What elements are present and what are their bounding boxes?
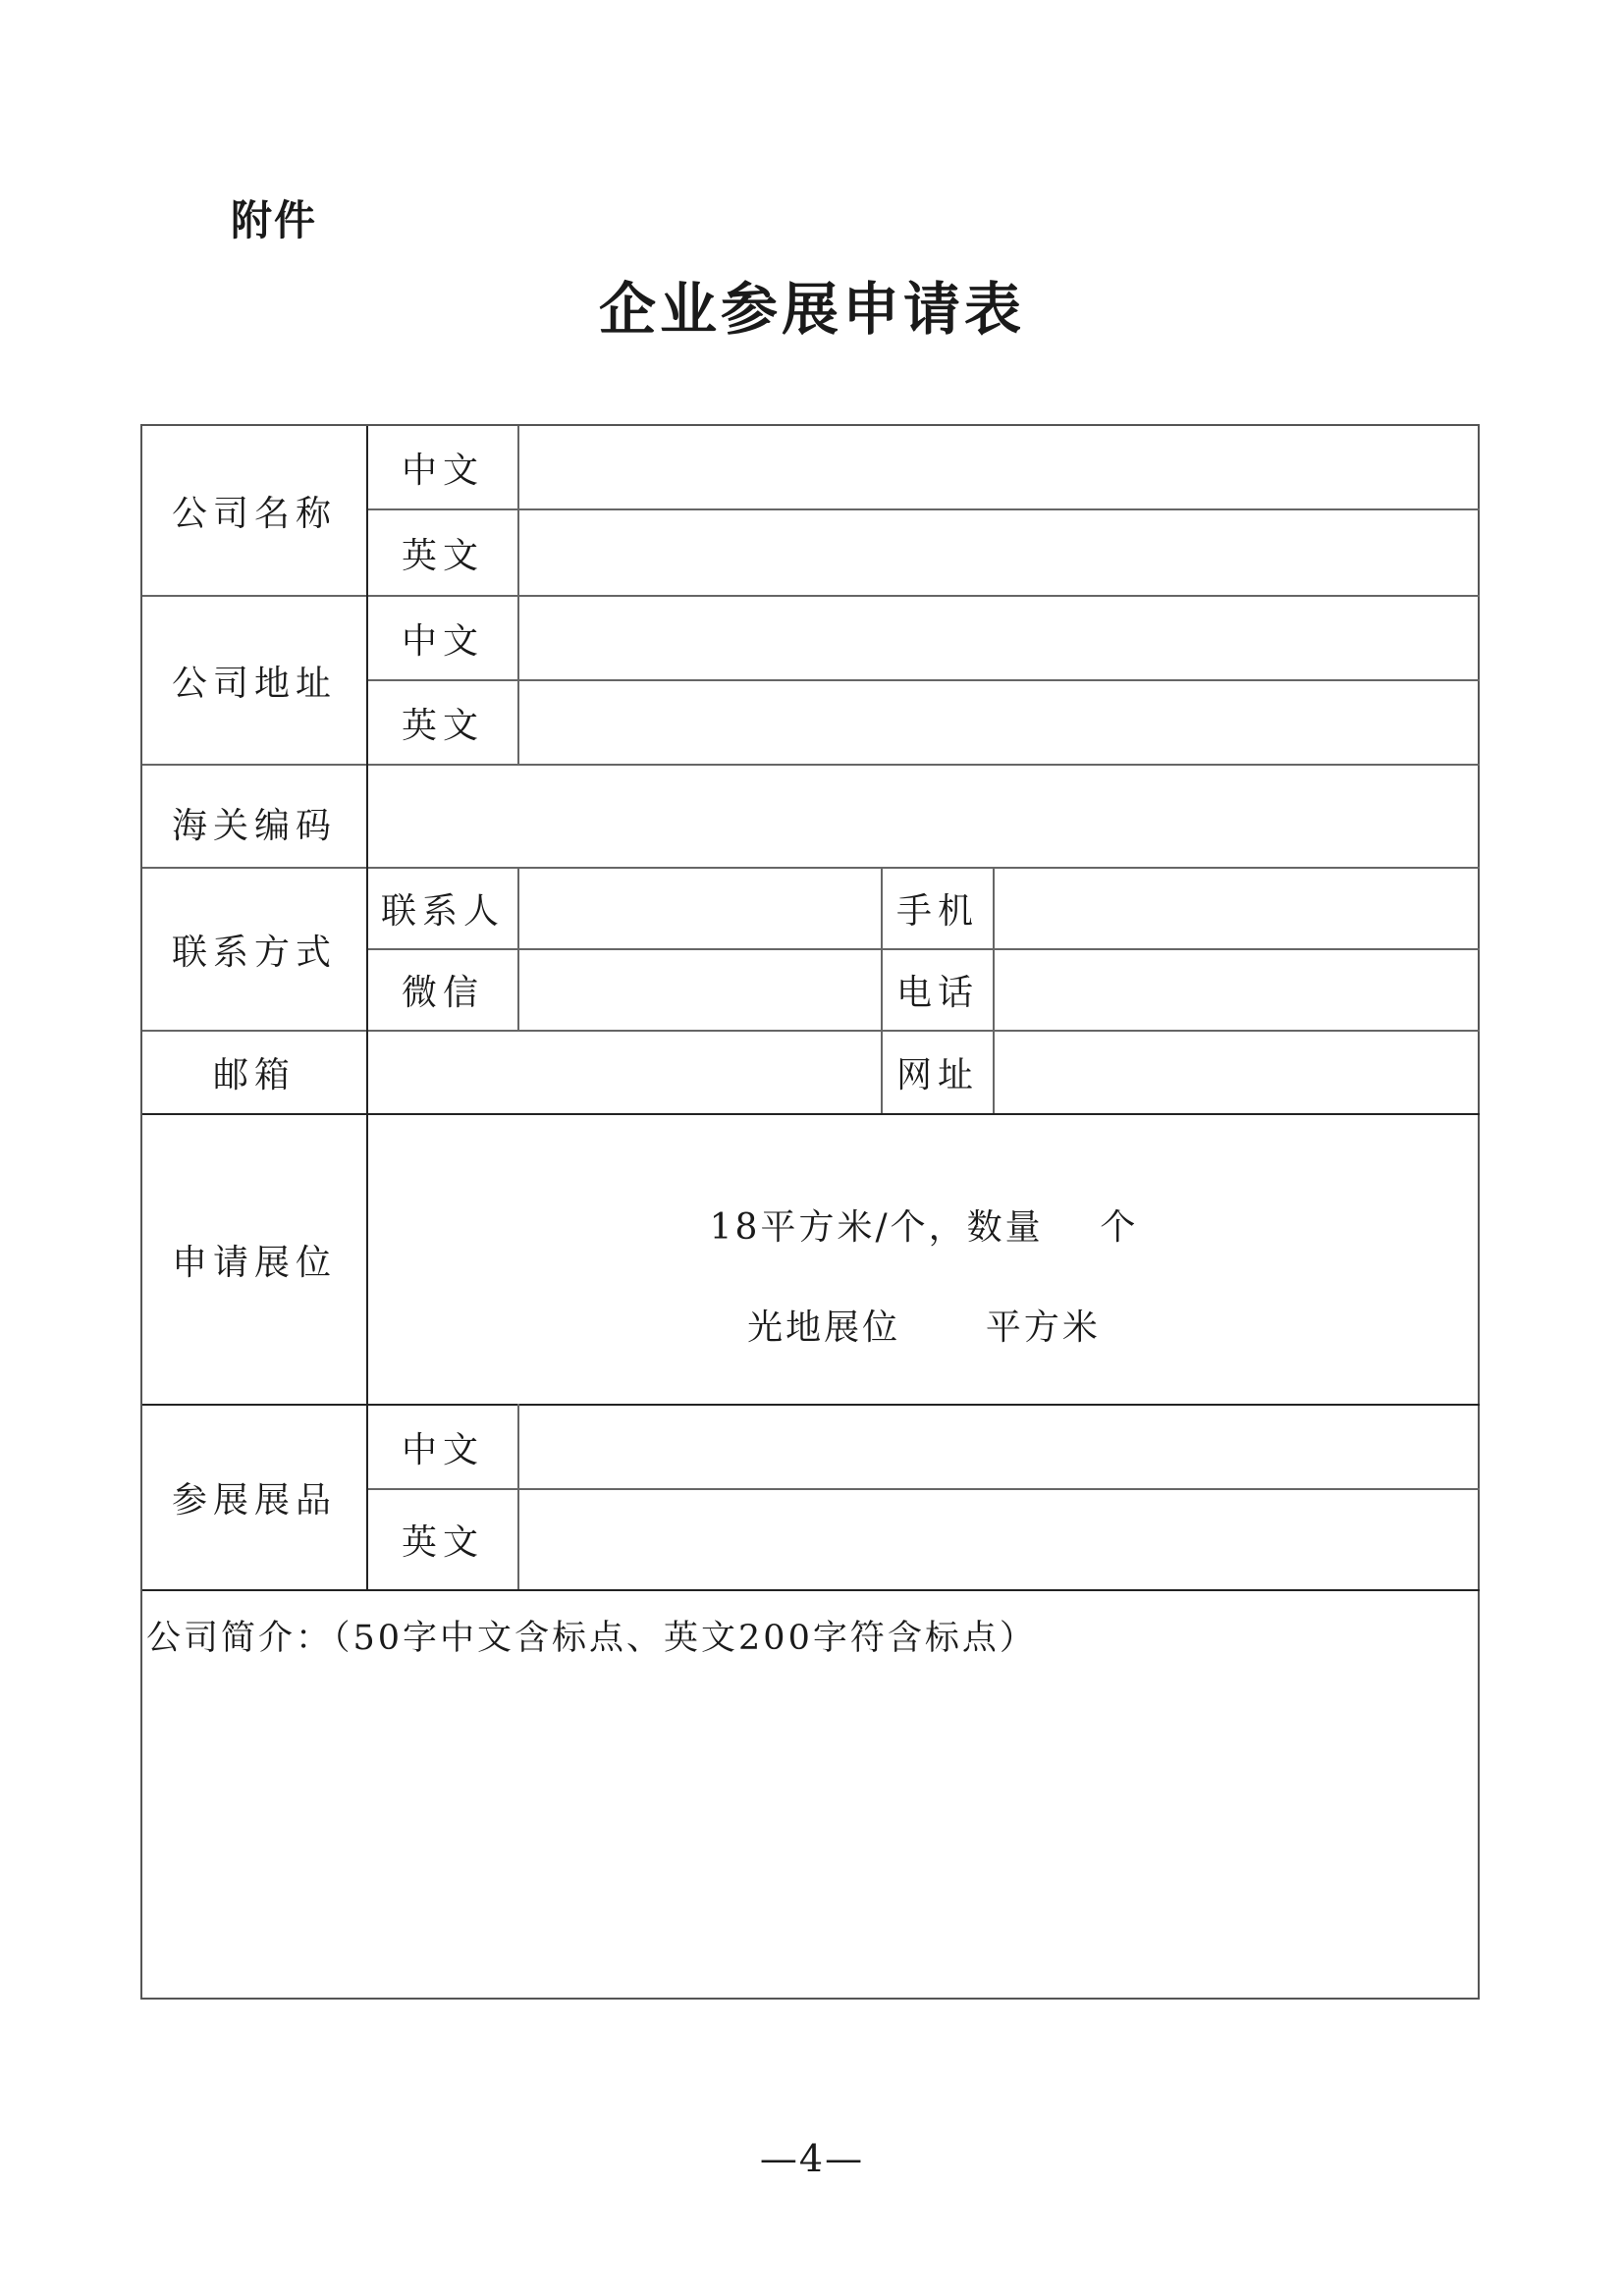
company-name-cn-field[interactable] <box>519 426 1480 508</box>
phone-field[interactable] <box>995 950 1480 1030</box>
customs-code-label: 海关编码 <box>171 806 337 846</box>
company-address-label: 公司地址 <box>171 663 337 704</box>
exhibits-en-label: 英文 <box>401 1522 484 1563</box>
exhibits-cn-field[interactable] <box>519 1406 1480 1488</box>
mobile-field[interactable] <box>995 869 1480 948</box>
company-address-cn-field[interactable] <box>519 597 1480 679</box>
attachment-label: 附件 <box>231 196 318 244</box>
mobile-label: 手机 <box>895 891 979 932</box>
application-form <box>140 424 1480 2000</box>
company-intro-area[interactable] <box>142 1591 1480 2000</box>
booth-label: 申请展位 <box>171 1242 337 1283</box>
page-number: —4— <box>759 2137 865 2180</box>
company-address-en-field[interactable] <box>519 681 1480 764</box>
website-label: 网址 <box>895 1055 979 1095</box>
company-intro-label: 公司简介：（50字中文含标点、英文200字符含标点） <box>146 1619 1037 1658</box>
company-address-cn-label: 中文 <box>401 620 484 662</box>
contact-label: 联系方式 <box>171 932 337 973</box>
wechat-field[interactable] <box>519 950 881 1030</box>
customs-code-field[interactable] <box>368 766 1480 867</box>
email-label: 邮箱 <box>212 1055 296 1095</box>
exhibits-en-field[interactable] <box>519 1490 1480 1589</box>
company-name-label: 公司名称 <box>171 493 337 534</box>
page-title: 企业参展申请表 <box>598 276 1025 343</box>
wechat-label: 微信 <box>401 973 484 1013</box>
email-field[interactable] <box>368 1032 881 1113</box>
exhibits-cn-label: 中文 <box>401 1429 484 1470</box>
booth-raw-space-line[interactable]: 光地展位 平方米 <box>747 1307 1101 1348</box>
website-field[interactable] <box>995 1032 1480 1113</box>
exhibits-label: 参展展品 <box>171 1480 337 1521</box>
booth-standard-line[interactable]: 18平方米/个，数量 个 <box>709 1206 1139 1248</box>
company-address-en-label: 英文 <box>401 705 484 746</box>
company-name-cn-label: 中文 <box>401 450 484 491</box>
contact-person-field[interactable] <box>519 869 881 948</box>
company-name-en-label: 英文 <box>401 535 484 576</box>
contact-person-label: 联系人 <box>380 891 505 932</box>
company-name-en-field[interactable] <box>519 510 1480 595</box>
phone-label: 电话 <box>895 973 979 1013</box>
